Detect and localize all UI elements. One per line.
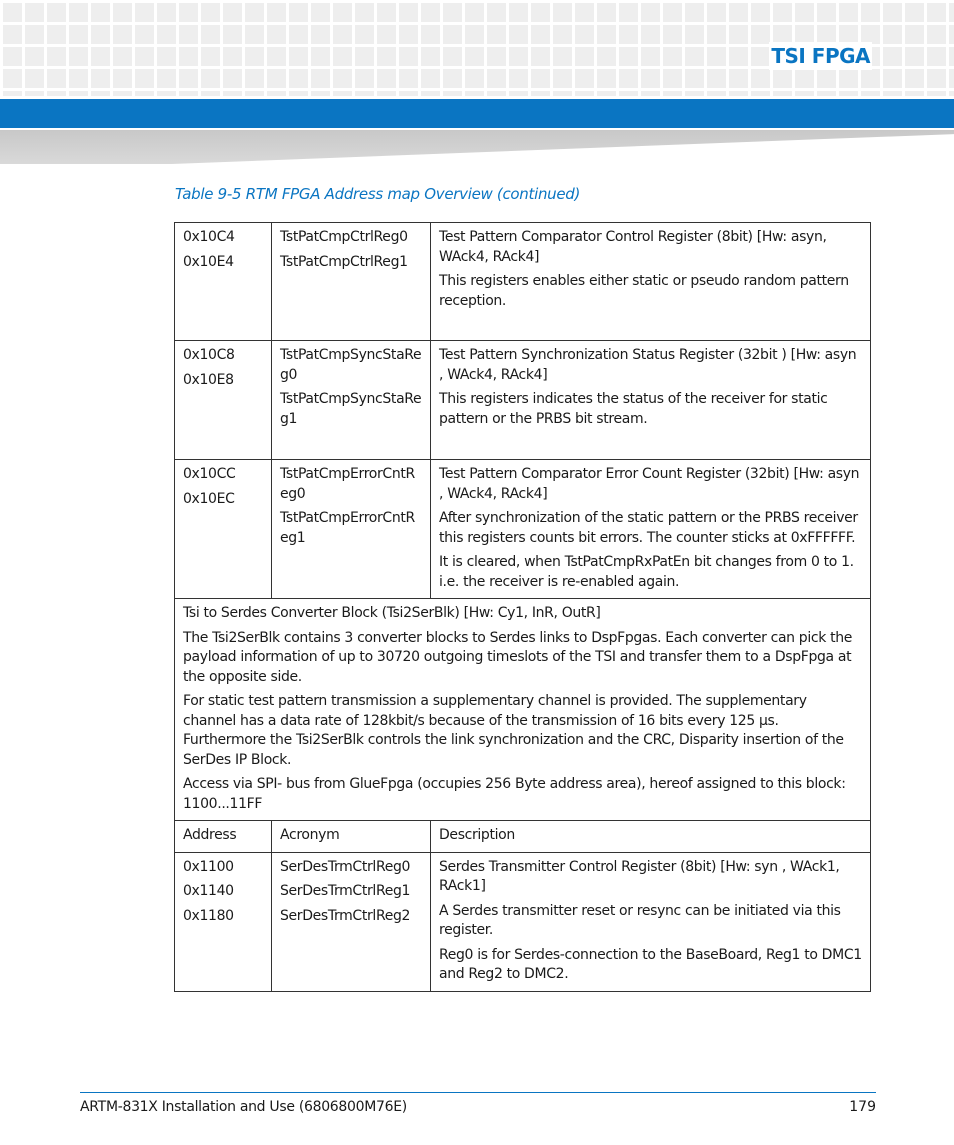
description-text: Test Pattern Synchronization Status Register (32bit ) [Hw: asyn , WAck4, RAck4] [439, 347, 857, 383]
acronym-value: SerDesTrmCtrlReg2 [280, 907, 411, 924]
description-cell [431, 341, 871, 460]
description-cell [431, 223, 871, 341]
address-value: 0x1140 [183, 883, 234, 899]
column-header-address: Address [175, 821, 272, 853]
section-title: TSI FPGA [771, 44, 870, 68]
acronym-cell [272, 460, 431, 599]
table-row [175, 223, 871, 341]
description-cell [431, 460, 871, 599]
acronym-cell [272, 341, 431, 460]
address-map-table [174, 222, 871, 992]
block-description-cell [175, 599, 871, 821]
description-cell [431, 852, 871, 991]
block-title: Tsi to Serdes Converter Block (Tsi2SerBlk) [Hw: Cy1, InR, OutR] [183, 605, 601, 621]
acronym-value: SerDesTrmCtrlReg0 [280, 858, 411, 875]
column-header-description: Description [431, 821, 871, 853]
block-paragraph: For static test pattern transmission a supplementary channel is provided. The supplementary channel has a data rate of 128kbit/s because of the transmission of 16 bits every 125 µs. Furthermore the Tsi2SerBlk controls the link synchronization and the CRC, Disparity insertion of the SerDes IP Block. [183, 693, 844, 768]
address-cell [175, 341, 272, 460]
table-caption: Table 9-5 RTM FPGA Address map Overview (continued) [175, 185, 581, 203]
acronym-value: TstPatCmpSyncStaReg1 [280, 391, 422, 427]
acronym-value: TstPatCmpCtrlReg1 [280, 253, 408, 270]
description-text: This registers indicates the status of the receiver for static pattern or the PRBS bit stream. [439, 391, 828, 427]
acronym-value: SerDesTrmCtrlReg1 [280, 883, 411, 899]
footer-document-title: ARTM-831X Installation and Use (6806800M76E) [80, 1099, 407, 1115]
address-cell [175, 223, 272, 341]
address-value: 0x10E8 [183, 371, 234, 388]
description-text: Test Pattern Comparator Error Count Register (32bit) [Hw: asyn , WAck4, RAck4] [439, 466, 860, 502]
address-value: 0x10C8 [183, 347, 235, 363]
address-value: 0x10CC [183, 466, 236, 482]
footer-rule [80, 1092, 876, 1093]
acronym-cell [272, 223, 431, 341]
description-text: Serdes Transmitter Control Register (8bit) [Hw: syn , WAck1, RAck1] [439, 858, 840, 894]
description-text: After synchronization of the static pattern or the PRBS receiver this registers counts bit errors. The counter sticks at 0xFFFFFF. [439, 510, 858, 546]
description-text: Test Pattern Comparator Control Register (8bit) [Hw: asyn, WAck4, RAck4] [439, 229, 827, 265]
block-paragraph: Access via SPI- bus from GlueFpga (occupies 256 Byte address area), hereof assigned to this block: 1100...11FF [183, 776, 846, 812]
address-cell [175, 460, 272, 599]
description-text: This registers enables either static or pseudo random pattern reception. [439, 273, 849, 309]
acronym-value: TstPatCmpErrorCntReg0 [280, 466, 415, 502]
acronym-value: TstPatCmpErrorCntReg1 [280, 510, 415, 546]
description-text: It is cleared, when TstPatCmpRxPatEn bit changes from 0 to 1. i.e. the receiver is re-enabled again. [439, 554, 854, 590]
description-text: Reg0 is for Serdes-connection to the BaseBoard, Reg1 to DMC1 and Reg2 to DMC2. [439, 946, 862, 982]
table-row [175, 852, 871, 991]
address-value: 0x1180 [183, 907, 234, 924]
block-description-row [175, 599, 871, 821]
header-blue-band [0, 99, 954, 128]
address-value: 0x10E4 [183, 253, 234, 270]
footer-page-number: 179 [849, 1099, 876, 1115]
column-header-row [175, 821, 871, 853]
address-value: 0x1100 [183, 858, 234, 875]
column-header-acronym: Acronym [272, 821, 431, 853]
header-gray-band [0, 130, 954, 164]
address-cell [175, 852, 272, 991]
table-row [175, 341, 871, 460]
address-value: 0x10EC [183, 490, 235, 507]
description-text: A Serdes transmitter reset or resync can be initiated via this register. [439, 902, 841, 938]
block-paragraph: The Tsi2SerBlk contains 3 converter blocks to Serdes links to DspFpgas. Each converter can pick the payload information of up to 30720 outgoing timeslots of the TSI and transfer them to a DspFpga at the opposite side. [183, 629, 853, 685]
table-row [175, 460, 871, 599]
acronym-value: TstPatCmpCtrlReg0 [280, 229, 408, 245]
address-value: 0x10C4 [183, 229, 235, 245]
acronym-value: TstPatCmpSyncStaReg0 [280, 347, 422, 383]
acronym-cell [272, 852, 431, 991]
